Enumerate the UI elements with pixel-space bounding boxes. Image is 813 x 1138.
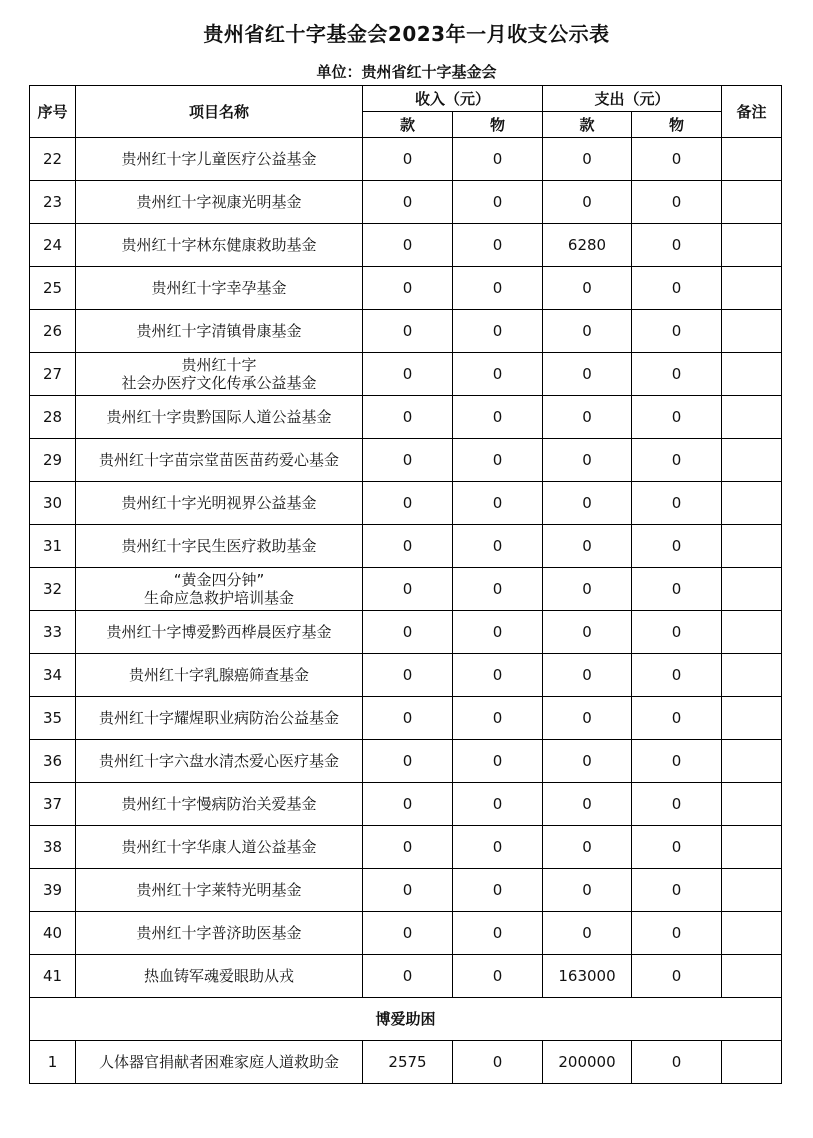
cell-expense-goods: 0: [632, 267, 722, 310]
cell-note: [722, 568, 782, 611]
cell-expense-goods: 0: [632, 138, 722, 181]
cell-income-cash: 0: [363, 955, 453, 998]
cell-note: [722, 654, 782, 697]
cell-income-goods: 0: [453, 224, 543, 267]
document-title: 贵州省红十字基金会2023年一月收支公示表: [203, 22, 610, 46]
header-income-goods: 物: [453, 112, 543, 138]
cell-note: [722, 525, 782, 568]
cell-project-name: 贵州红十字莱特光明基金: [76, 869, 363, 912]
cell-income-cash: 0: [363, 224, 453, 267]
cell-expense-goods: 0: [632, 525, 722, 568]
cell-project-name: 贵州红十字视康光明基金: [76, 181, 363, 224]
cell-project-name: 贵州红十字林东健康救助基金: [76, 224, 363, 267]
cell-income-cash: 0: [363, 826, 453, 869]
header-note: 备注: [722, 86, 782, 138]
cell-income-goods: 0: [453, 181, 543, 224]
cell-project-name: 贵州红十字儿童医疗公益基金: [76, 138, 363, 181]
header-income-cash: 款: [363, 112, 453, 138]
cell-expense-cash: 6280: [543, 224, 632, 267]
table-row: [30, 611, 782, 654]
cell-seq: 1: [30, 1041, 76, 1084]
finance-table: [29, 85, 782, 1084]
cell-income-goods: 0: [453, 482, 543, 525]
cell-income-goods: 0: [453, 568, 543, 611]
cell-expense-goods: 0: [632, 568, 722, 611]
cell-income-cash: 0: [363, 525, 453, 568]
cell-income-cash: 0: [363, 267, 453, 310]
cell-income-cash: 2575: [363, 1041, 453, 1084]
cell-income-goods: 0: [453, 1041, 543, 1084]
header-seq: 序号: [30, 86, 76, 138]
cell-note: [722, 955, 782, 998]
cell-expense-goods: 0: [632, 740, 722, 783]
cell-project-name: 贵州红十字耀煋职业病防治公益基金: [76, 697, 363, 740]
cell-project-name: 贵州红十字清镇骨康基金: [76, 310, 363, 353]
cell-note: [722, 353, 782, 396]
table-row: [30, 439, 782, 482]
cell-seq: 34: [30, 654, 76, 697]
cell-income-cash: 0: [363, 439, 453, 482]
cell-seq: 30: [30, 482, 76, 525]
cell-expense-goods: 0: [632, 955, 722, 998]
cell-expense-cash: 0: [543, 482, 632, 525]
section-title: 博爱助困: [30, 998, 782, 1041]
table-row: [30, 869, 782, 912]
cell-expense-goods: 0: [632, 181, 722, 224]
cell-income-cash: 0: [363, 912, 453, 955]
cell-expense-cash: 0: [543, 740, 632, 783]
table-row: [30, 1041, 782, 1084]
cell-income-goods: 0: [453, 654, 543, 697]
cell-expense-cash: 0: [543, 525, 632, 568]
cell-income-cash: 0: [363, 353, 453, 396]
cell-income-goods: 0: [453, 267, 543, 310]
cell-seq: 40: [30, 912, 76, 955]
cell-seq: 32: [30, 568, 76, 611]
cell-expense-goods: 0: [632, 826, 722, 869]
cell-expense-goods: 0: [632, 1041, 722, 1084]
table-row: [30, 783, 782, 826]
cell-expense-goods: 0: [632, 224, 722, 267]
cell-expense-cash: 0: [543, 439, 632, 482]
table-row: [30, 396, 782, 439]
cell-project-name: 贵州红十字光明视界公益基金: [76, 482, 363, 525]
cell-seq: 38: [30, 826, 76, 869]
cell-income-cash: 0: [363, 138, 453, 181]
table-row: [30, 525, 782, 568]
cell-income-goods: 0: [453, 697, 543, 740]
cell-project-name: “黄金四分钟” 生命应急救护培训基金: [76, 568, 363, 611]
cell-seq: 25: [30, 267, 76, 310]
cell-expense-cash: 0: [543, 826, 632, 869]
cell-expense-cash: 0: [543, 267, 632, 310]
cell-income-cash: 0: [363, 611, 453, 654]
cell-expense-cash: 200000: [543, 1041, 632, 1084]
table-row: [30, 310, 782, 353]
unit-label: 单位：贵州省红十字基金会: [316, 63, 497, 81]
cell-income-goods: 0: [453, 826, 543, 869]
cell-seq: 29: [30, 439, 76, 482]
cell-project-name: 贵州红十字贵黔国际人道公益基金: [76, 396, 363, 439]
cell-project-name: 贵州红十字乳腺癌筛查基金: [76, 654, 363, 697]
cell-expense-cash: 0: [543, 697, 632, 740]
table-row: [30, 568, 782, 611]
cell-income-goods: 0: [453, 783, 543, 826]
header-expense-goods: 物: [632, 112, 722, 138]
table-row: [30, 826, 782, 869]
cell-note: [722, 138, 782, 181]
cell-seq: 23: [30, 181, 76, 224]
cell-expense-goods: 0: [632, 310, 722, 353]
table-row: [30, 353, 782, 396]
cell-note: [722, 1041, 782, 1084]
cell-seq: 31: [30, 525, 76, 568]
cell-income-goods: 0: [453, 353, 543, 396]
cell-note: [722, 783, 782, 826]
cell-seq: 22: [30, 138, 76, 181]
cell-income-cash: 0: [363, 697, 453, 740]
header-expense-cash: 款: [543, 112, 632, 138]
cell-note: [722, 224, 782, 267]
cell-note: [722, 396, 782, 439]
cell-expense-cash: 0: [543, 783, 632, 826]
cell-seq: 26: [30, 310, 76, 353]
cell-income-cash: 0: [363, 181, 453, 224]
cell-expense-goods: 0: [632, 869, 722, 912]
cell-expense-cash: 0: [543, 138, 632, 181]
cell-income-goods: 0: [453, 611, 543, 654]
cell-seq: 33: [30, 611, 76, 654]
cell-income-goods: 0: [453, 439, 543, 482]
cell-income-cash: 0: [363, 740, 453, 783]
cell-note: [722, 611, 782, 654]
table-row: [30, 267, 782, 310]
cell-expense-cash: 0: [543, 568, 632, 611]
cell-seq: 35: [30, 697, 76, 740]
table-row: [30, 912, 782, 955]
cell-expense-goods: 0: [632, 697, 722, 740]
cell-project-name: 人体器官捐献者困难家庭人道救助金: [76, 1041, 363, 1084]
cell-expense-goods: 0: [632, 396, 722, 439]
cell-expense-cash: 0: [543, 396, 632, 439]
cell-note: [722, 912, 782, 955]
table-row: [30, 181, 782, 224]
table-row: [30, 697, 782, 740]
cell-expense-goods: 0: [632, 482, 722, 525]
cell-note: [722, 697, 782, 740]
cell-expense-cash: 0: [543, 310, 632, 353]
cell-expense-cash: 0: [543, 912, 632, 955]
cell-note: [722, 181, 782, 224]
cell-income-cash: 0: [363, 869, 453, 912]
header-expense: 支出（元）: [543, 86, 722, 112]
cell-expense-cash: 163000: [543, 955, 632, 998]
section-rows: [30, 1041, 782, 1084]
cell-note: [722, 267, 782, 310]
section-body: [30, 998, 782, 1041]
cell-seq: 24: [30, 224, 76, 267]
cell-income-cash: 0: [363, 482, 453, 525]
cell-expense-cash: 0: [543, 869, 632, 912]
cell-income-goods: 0: [453, 955, 543, 998]
header-project-name: 项目名称: [76, 86, 363, 138]
cell-note: [722, 439, 782, 482]
section-header-row: [30, 998, 782, 1041]
cell-seq: 37: [30, 783, 76, 826]
cell-expense-goods: 0: [632, 439, 722, 482]
cell-income-goods: 0: [453, 310, 543, 353]
cell-income-cash: 0: [363, 568, 453, 611]
cell-income-goods: 0: [453, 912, 543, 955]
cell-project-name: 贵州红十字华康人道公益基金: [76, 826, 363, 869]
cell-expense-cash: 0: [543, 181, 632, 224]
cell-expense-cash: 0: [543, 353, 632, 396]
cell-seq: 41: [30, 955, 76, 998]
cell-seq: 28: [30, 396, 76, 439]
cell-project-name: 贵州红十字民生医疗救助基金: [76, 525, 363, 568]
cell-project-name: 热血铸军魂爱眼助从戎: [76, 955, 363, 998]
header-income: 收入（元）: [363, 86, 543, 112]
cell-income-cash: 0: [363, 783, 453, 826]
cell-project-name: 贵州红十字慢病防治关爱基金: [76, 783, 363, 826]
cell-note: [722, 826, 782, 869]
cell-project-name: 贵州红十字幸孕基金: [76, 267, 363, 310]
cell-seq: 36: [30, 740, 76, 783]
table-row: [30, 740, 782, 783]
cell-note: [722, 869, 782, 912]
cell-income-cash: 0: [363, 396, 453, 439]
cell-seq: 39: [30, 869, 76, 912]
cell-project-name: 贵州红十字博爱黔西桦晨医疗基金: [76, 611, 363, 654]
cell-expense-goods: 0: [632, 783, 722, 826]
cell-note: [722, 310, 782, 353]
cell-expense-goods: 0: [632, 353, 722, 396]
table-row: [30, 654, 782, 697]
cell-seq: 27: [30, 353, 76, 396]
table-body: [30, 138, 782, 998]
cell-project-name: 贵州红十字苗宗堂苗医苗药爱心基金: [76, 439, 363, 482]
table-row: [30, 224, 782, 267]
cell-project-name: 贵州红十字六盘水清杰爱心医疗基金: [76, 740, 363, 783]
cell-income-cash: 0: [363, 310, 453, 353]
cell-income-goods: 0: [453, 138, 543, 181]
cell-income-goods: 0: [453, 396, 543, 439]
table-row: [30, 482, 782, 525]
cell-expense-goods: 0: [632, 611, 722, 654]
cell-expense-goods: 0: [632, 654, 722, 697]
cell-income-goods: 0: [453, 869, 543, 912]
cell-income-goods: 0: [453, 525, 543, 568]
cell-note: [722, 482, 782, 525]
cell-note: [722, 740, 782, 783]
cell-income-goods: 0: [453, 740, 543, 783]
cell-project-name: 贵州红十字普济助医基金: [76, 912, 363, 955]
cell-income-cash: 0: [363, 654, 453, 697]
table-row: [30, 138, 782, 181]
cell-expense-goods: 0: [632, 912, 722, 955]
cell-expense-cash: 0: [543, 611, 632, 654]
cell-project-name: 贵州红十字 社会办医疗文化传承公益基金: [76, 353, 363, 396]
cell-expense-cash: 0: [543, 654, 632, 697]
table-row: [30, 955, 782, 998]
